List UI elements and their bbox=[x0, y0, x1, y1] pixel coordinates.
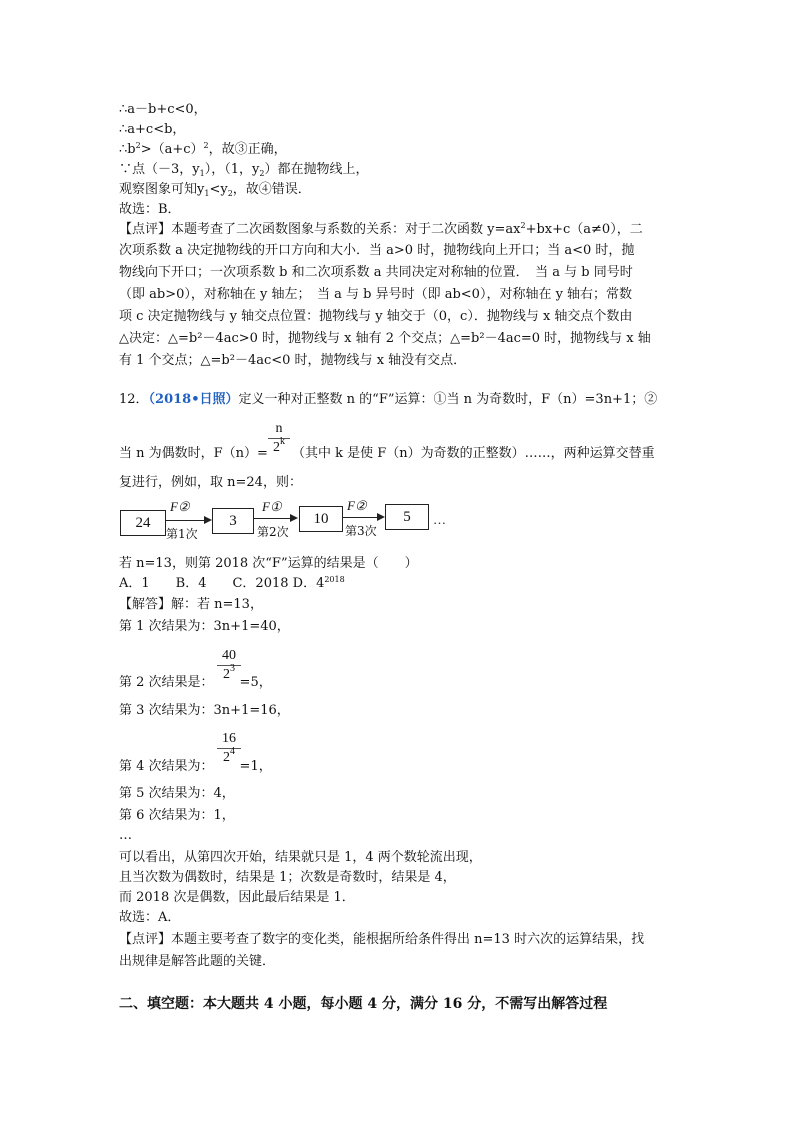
solution-line: 第 5 次结果为：4， bbox=[119, 786, 235, 801]
solution-line: 且当次数为偶数时，结果是 1；次数是奇数时，结果是 4， bbox=[119, 870, 456, 885]
diagram-box: 10 bbox=[299, 506, 343, 532]
fraction-40-over-2-3: 40 $2^3$ bbox=[217, 647, 241, 684]
solution-line: 而 2018 次是偶数，因此最后结果是 1． bbox=[119, 890, 355, 905]
comment-line: 物线向下开口；一次项系数 b 和二次项系数 a 共同决定对称轴的位置． 当 a 与 b 同号时 bbox=[119, 265, 633, 280]
fraction-16-over-2-4: 16 $2^4$ bbox=[217, 730, 241, 767]
arrow-icon bbox=[165, 520, 205, 521]
comment-tag: 【点评】 bbox=[119, 932, 172, 947]
fraction-n-over-2k: n 2$^k$ bbox=[268, 420, 290, 457]
text-line: ∵点（－3，$y_1$），（1，$y_2$）都在抛物线上， bbox=[119, 162, 369, 178]
question-12-line3: 复进行，例如，取 n=24，则： bbox=[119, 475, 302, 490]
solution-line: … bbox=[119, 828, 132, 843]
diagram-box: 3 bbox=[212, 508, 254, 534]
arrow-head-icon bbox=[377, 513, 385, 521]
comment-line: 出规律是解答此题的关键． bbox=[119, 954, 276, 969]
diagram-step-label: 第3次 bbox=[345, 524, 377, 538]
diagram-box: 24 bbox=[120, 510, 166, 536]
diagram-step-label: 第2次 bbox=[257, 525, 289, 539]
comment-line: 次项系数 a 决定抛物线的开口方向和大小．当 a>0 时，抛物线向上开口；当 a<0 时，抛 bbox=[119, 243, 635, 258]
comment-line: （即 ab>0），对称轴在 y 轴左； 当 a 与 b 异号时（即 ab<0），对称轴在 y 轴右；常数 bbox=[119, 287, 633, 302]
text-line: $\therefore b^2>(a+c)^2$，故③正确， bbox=[119, 141, 287, 157]
arrow-icon bbox=[253, 518, 291, 519]
diagram-step-label: 第1次 bbox=[166, 527, 198, 541]
diagram-op-label: F② bbox=[170, 499, 190, 514]
text-line: 故选：B． bbox=[119, 202, 181, 217]
solution-line: 第 6 次结果为：1， bbox=[119, 808, 235, 823]
diagram-op-label: F② bbox=[347, 498, 367, 513]
question-source: （2018•日照） bbox=[148, 392, 239, 407]
text-line: ∴a+c<b， bbox=[119, 122, 186, 137]
comment-line: 【点评】本题考查了二次函数图象与系数的关系：对于二次函数 $y=ax^2+bx+c(a\ne 0)$，二 bbox=[119, 221, 643, 237]
solution-line: 第 1 次结果为：3n+1=40， bbox=[119, 619, 290, 634]
solution-line: 可以看出，从第四次开始，结果就只是 1，4 两个数轮流出现， bbox=[119, 850, 482, 865]
section-heading: 二、填空题：本大题共 4 小题，每小题 4 分，满分 16 分，不需写出解答过程 bbox=[119, 996, 608, 1012]
comment-line: △决定：△=b²－4ac>0 时，抛物线与 x 轴有 2 个交点；△=b²－4ac=0 时，抛物线与 x 轴 bbox=[119, 331, 651, 346]
text-line: ∴a－b+c<0， bbox=[119, 102, 207, 117]
answer-options: A．1 B．4 C．2018 D．$4^{2018}$ bbox=[119, 575, 345, 591]
comment-tag: 【点评】 bbox=[119, 222, 172, 237]
diagram-op-label: F① bbox=[262, 499, 282, 514]
comment-line: 项 c 决定抛物线与 y 轴交点位置：抛物线与 y 轴交于（0，c）．抛物线与 x 轴交点个数由 bbox=[119, 309, 633, 324]
question-12-line2: 当 n 为偶数时，F（n）= （其中 k 是使 F（n）为奇数的正整数）……，两种运算交替重 bbox=[119, 446, 655, 461]
solution-line: 第 2 次结果是： =5， bbox=[119, 675, 272, 690]
text-line: 观察图象可知$y_1<y_2$，故④错误． bbox=[119, 182, 311, 198]
arrow-head-icon bbox=[204, 516, 212, 524]
question-number: 12． bbox=[119, 392, 149, 407]
comment-line: 有 1 个交点；△=b²－4ac<0 时，抛物线与 x 轴没有交点． bbox=[119, 353, 467, 368]
question-12-line1: 12．（2018•日照）定义一种对正整数 n 的“F”运算：①当 n 为奇数时，F（n）=3n+1；② bbox=[119, 392, 658, 407]
solution-line: 第 4 次结果为： =1， bbox=[119, 759, 272, 774]
question-text: 若 n=13，则第 2018 次“F”运算的结果是（ ） bbox=[119, 556, 418, 571]
comment-line: 【点评】本题主要考查了数字的变化类，能根据所给条件得出 n=13 时六次的运算结果，找 bbox=[119, 932, 645, 947]
diagram-box: 5 bbox=[385, 504, 429, 530]
diagram-ellipsis: … bbox=[433, 512, 446, 527]
solution-line: 故选：A． bbox=[119, 910, 181, 925]
arrow-icon bbox=[342, 517, 378, 518]
solution-line: 第 3 次结果为：3n+1=16， bbox=[119, 703, 290, 718]
arrow-head-icon bbox=[290, 514, 298, 522]
solution-line: 【解答】解：若 n=13， bbox=[119, 597, 263, 612]
